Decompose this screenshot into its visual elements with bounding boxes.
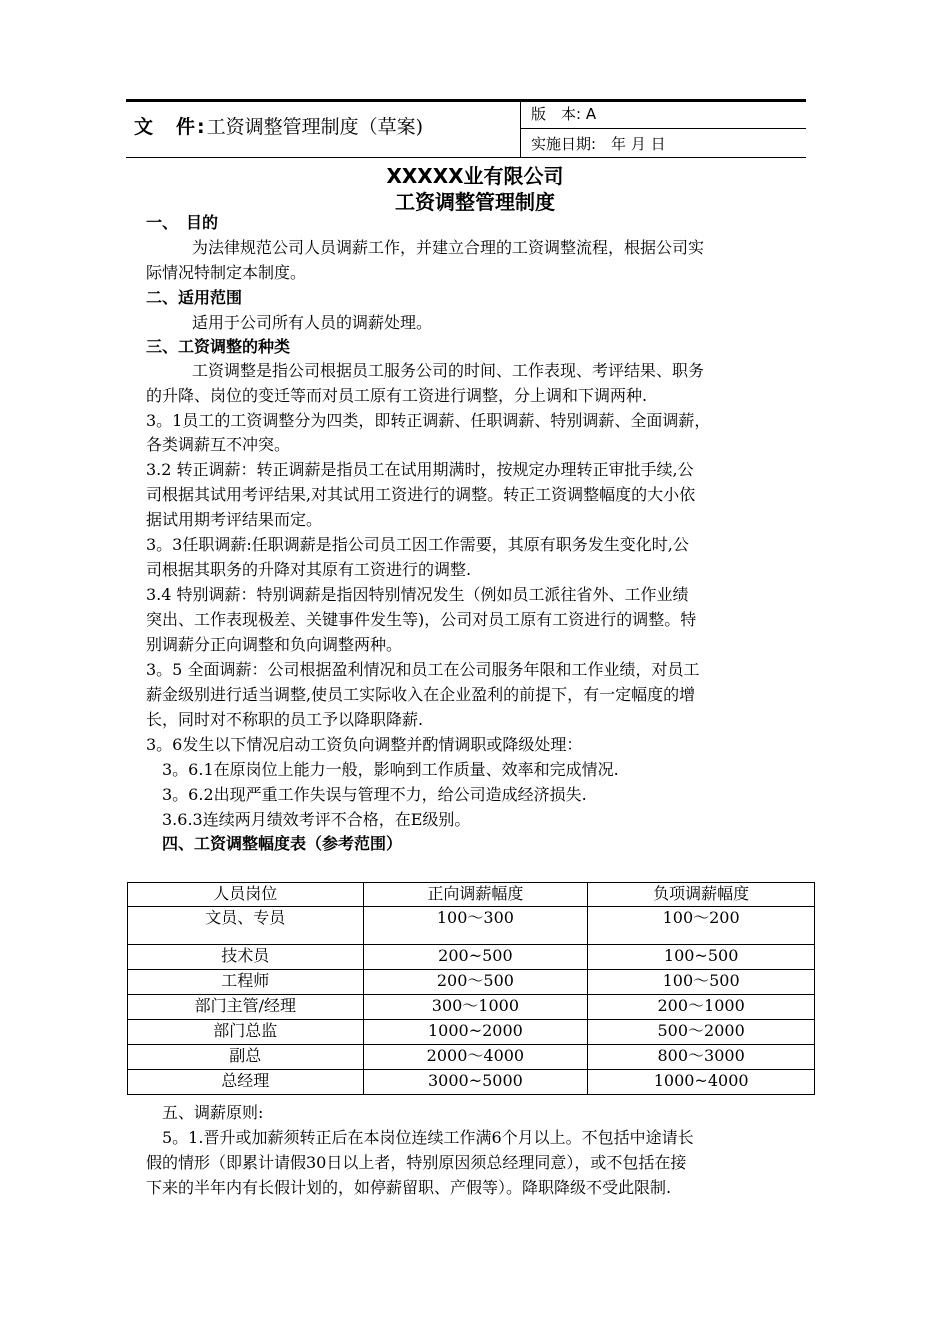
table-row bbox=[128, 1045, 815, 1070]
table-cell: 1000~4000 bbox=[588, 1070, 815, 1095]
table-cell: 1000~2000 bbox=[363, 1020, 588, 1045]
paragraph-line: 为法律规范公司人员调薪工作，并建立合理的工资调整流程，根据公司实 bbox=[192, 238, 705, 257]
paragraph-line: 别调薪分正向调整和负向调整两种。 bbox=[146, 635, 403, 654]
version: 版 本: A bbox=[531, 105, 597, 123]
table-cell: 500～2000 bbox=[588, 1020, 815, 1045]
section-3-heading: 三、工资调整的种类 bbox=[146, 337, 291, 356]
salary-adjustment-table bbox=[127, 882, 815, 1095]
header-bottom-rule bbox=[126, 157, 806, 158]
paragraph-line: 3。6.2出现严重工作失误与管理不力，给公司造成经济损失. bbox=[162, 785, 587, 804]
paragraph-line: 3。5 全面调薪：公司根据盈利情况和员工在公司服务年限和工作业绩，对员工 bbox=[146, 660, 700, 679]
table-cell: 部门主管/经理 bbox=[128, 995, 364, 1020]
paragraph-line: 假的情形（即累计请假30日以上者，特别原因须总经理同意），或不包括在接 bbox=[146, 1153, 687, 1172]
section-4-heading: 四、工资调整幅度表（参考范围） bbox=[162, 834, 403, 853]
table-cell: 技术员 bbox=[128, 945, 364, 970]
paragraph-line: 3。6.1在原岗位上能力一般，影响到工作质量、效率和完成情况. bbox=[162, 760, 619, 779]
table-row bbox=[128, 1070, 815, 1095]
file-title: 工资调整管理制度（草案) bbox=[206, 116, 424, 138]
paragraph-line: 的升降、岗位的变迁等而对员工原有工资进行调整，分上调和下调两种. bbox=[146, 386, 648, 405]
table-row bbox=[128, 1020, 815, 1045]
effective-date: 实施日期: 年 月 日 bbox=[531, 135, 666, 153]
table-cell: 200~500 bbox=[363, 945, 588, 970]
table-row bbox=[128, 907, 815, 945]
table-cell: 2000～4000 bbox=[363, 1045, 588, 1070]
table-header-cell: 正向调薪幅度 bbox=[363, 883, 588, 907]
table-cell: 文员、专员 bbox=[128, 907, 364, 945]
table-cell: 100～500 bbox=[588, 970, 815, 995]
table-row bbox=[128, 970, 815, 995]
table-cell: 副总 bbox=[128, 1045, 364, 1070]
paragraph-line: 工资调整是指公司根据员工服务公司的时间、工作表现、考评结果、职务 bbox=[192, 361, 705, 380]
table-cell: 300～1000 bbox=[363, 995, 588, 1020]
table-row bbox=[128, 995, 815, 1020]
paragraph-line: 3。6发生以下情况启动工资负向调整并酌情调职或降级处理： bbox=[146, 735, 583, 754]
paragraph-line: 下来的半年内有长假计划的，如停薪留职、产假等）。降职降级不受此限制. bbox=[146, 1178, 672, 1197]
table-cell: 200～1000 bbox=[588, 995, 815, 1020]
table-cell: 100~500 bbox=[588, 945, 815, 970]
table-header-cell: 人员岗位 bbox=[128, 883, 364, 907]
table-header-cell: 负项调薪幅度 bbox=[588, 883, 815, 907]
table-cell: 100～300 bbox=[363, 907, 588, 945]
table-cell: 3000~5000 bbox=[363, 1070, 588, 1095]
company-name: XXXXX业有限公司 bbox=[386, 164, 564, 188]
header-file bbox=[134, 112, 423, 139]
paragraph-line: 司根据其试用考评结果,对其试用工资进行的调整。转正工资调整幅度的大小依 bbox=[146, 485, 696, 504]
paragraph-line: 据试用期考评结果而定。 bbox=[146, 510, 323, 529]
paragraph-line: 5。1.晋升或加薪须转正后在本岗位连续工作满6个月以上。不包括中途请长 bbox=[162, 1128, 694, 1147]
paragraph-line: 3.6.3连续两月绩效考评不合格，在E级别。 bbox=[162, 810, 471, 829]
section-1-heading: 一、 目的 bbox=[146, 213, 219, 232]
paragraph-line: 薪金级别进行适当调整,使员工实际收入在企业盈利的前提下，有一定幅度的增 bbox=[146, 685, 696, 704]
table-cell: 部门总监 bbox=[128, 1020, 364, 1045]
table-cell: 总经理 bbox=[128, 1070, 364, 1095]
paragraph-line: 3。1员工的工资调整分为四类，即转正调薪、任职调薪、特别调薪、全面调薪， bbox=[146, 411, 711, 430]
paragraph-line: 3.4 特别调薪：特别调薪是指因特别情况发生（例如员工派往省外、工作业绩 bbox=[146, 585, 689, 604]
paragraph-line: 司根据其职务的升降对其原有工资进行的调整. bbox=[146, 560, 472, 579]
document-title: 工资调整管理制度 bbox=[395, 190, 555, 214]
paragraph-line: 长，同时对不称职的员工予以降职降薪. bbox=[146, 710, 424, 729]
paragraph-line: 3。3任职调薪:任职调薪是指公司员工因工作需要，其原有职务发生变化时,公 bbox=[146, 535, 689, 554]
header-info-divider bbox=[520, 128, 806, 129]
paragraph-line: 各类调薪互不冲突。 bbox=[146, 435, 291, 454]
table-cell: 800～3000 bbox=[588, 1045, 815, 1070]
paragraph-line: 际情况特制定本制度。 bbox=[146, 263, 307, 282]
section-5-heading: 五、调薪原则: bbox=[162, 1103, 264, 1122]
paragraph-line: 适用于公司所有人员的调薪处理。 bbox=[192, 313, 433, 332]
paragraph-line: 突出、工作表现极差、关键事件发生等)，公司对员工原有工资进行的调整。特 bbox=[146, 610, 697, 629]
table-cell: 100～200 bbox=[588, 907, 815, 945]
file-label: 文 件: bbox=[134, 116, 207, 138]
table-cell: 200～500 bbox=[363, 970, 588, 995]
section-2-heading: 二、适用范围 bbox=[146, 288, 243, 307]
paragraph-line: 3.2 转正调薪：转正调薪是指员工在试用期满时，按规定办理转正审批手续,公 bbox=[146, 460, 694, 479]
table-row bbox=[128, 945, 815, 970]
table-cell: 工程师 bbox=[128, 970, 364, 995]
table-header-row bbox=[128, 883, 815, 907]
header-top-rule bbox=[126, 99, 806, 102]
